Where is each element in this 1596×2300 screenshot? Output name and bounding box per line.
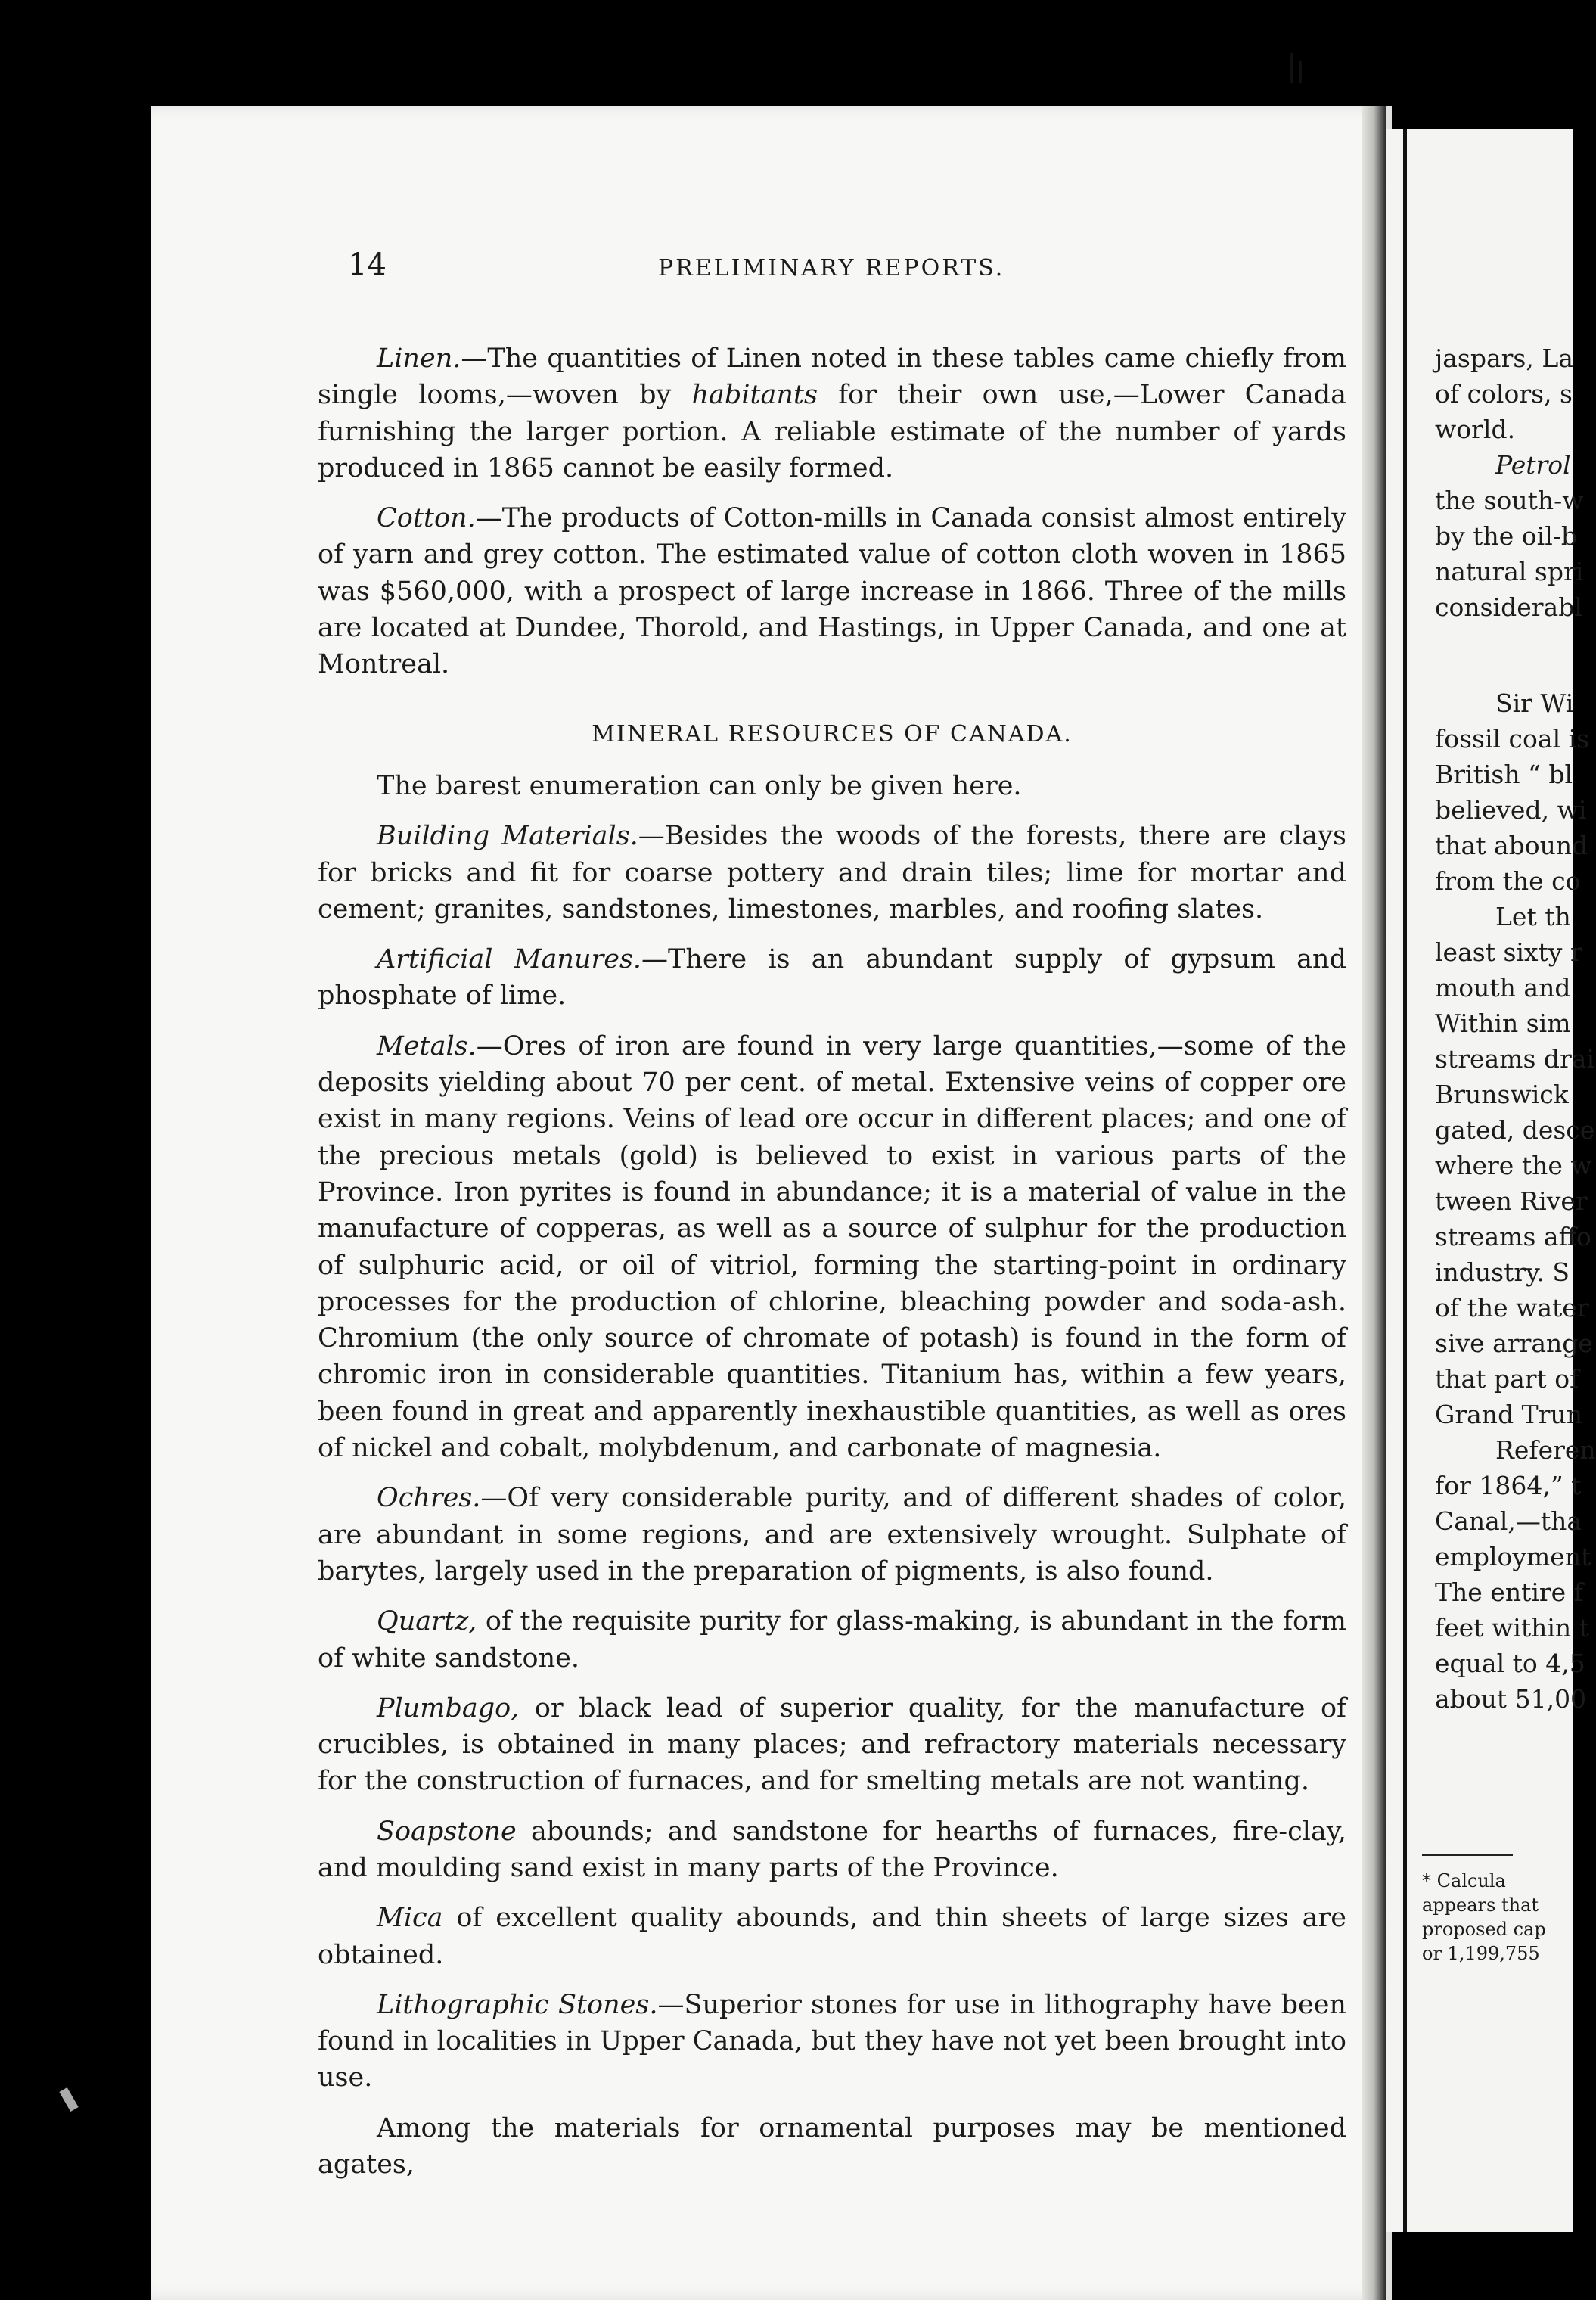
footnote-line: * Calcula xyxy=(1422,1870,1506,1891)
footnote-line: proposed cap xyxy=(1422,1919,1546,1940)
footnote-line: or 1,199,755 xyxy=(1422,1943,1540,1964)
facing-line: Grand Trun xyxy=(1435,1400,1582,1429)
paragraph-lead: Soapstone xyxy=(377,1816,517,1847)
paragraph-soapstone xyxy=(318,1814,1346,1887)
facing-line: fossil coal is xyxy=(1435,724,1590,754)
paragraph-mica xyxy=(318,1900,1346,1973)
facing-line: Referen xyxy=(1495,1435,1596,1465)
scan-speck xyxy=(1290,53,1293,83)
facing-line: Petrol xyxy=(1495,450,1571,480)
paragraph-lead: Artificial Manures. xyxy=(377,944,642,975)
facing-line: considerabl xyxy=(1435,592,1582,622)
paragraph-text: —Ores of iron are found in very large quantities,—some of the deposits yielding about 70 per cent. of metal. Extensive veins of copper ore exist in many regions. Veins of lead ore occur in different places; and one of the precious metals (gold) is believed to exist in various parts of the Province. Iron pyrites is found in abundance; it is a material of value in the manufacture of copperas, as well as a source of sulphur for the production of sulphuric acid, or oil of vitriol, forming the starting-point in ordinary processes for the production of chlorine, bleaching powder and soda-ash. Chromium (the only source of chromate of potash) is found in the form of chromic iron in considerable quantities. Titanium has, within a few years, been found in great and apparently inexhaustible quantities, as well as ores of nickel and cobalt, molybdenum, and carbonate of magnesia. xyxy=(318,1030,1346,1464)
scan-speck xyxy=(1299,61,1302,83)
facing-gap xyxy=(1435,625,1579,685)
section-intro: The barest enumeration can only be given here. xyxy=(377,770,1022,801)
paragraph-quartz xyxy=(318,1603,1346,1677)
facing-line: from the co xyxy=(1435,866,1581,896)
paragraph-text: —The products of Cotton-mills in Canada consist almost entirely of yarn and grey cotton. The estimated value of cotton cloth woven in 1865 was $560,000, with a prospect of large increase in 1866. Three of the mills are located at Dundee, Thorold, and Hastings, in Upper Canada, and one at Montreal. xyxy=(318,503,1346,680)
facing-line: employment xyxy=(1435,1542,1591,1571)
paragraph-lead: Plumbago, xyxy=(377,1692,520,1723)
paragraph-text: —Of very considerable purity, and of different shades of color, are abundant in some regions, and are extensively wrought. Sulphate of barytes, largely used in the preparation of pigments, is also found. xyxy=(318,1483,1346,1587)
paragraph-text: of excellent quality abounds, and thin sheets of large sizes are obtained. xyxy=(318,1903,1346,1970)
facing-line: least sixty r xyxy=(1435,937,1582,967)
italic-term: habitants xyxy=(691,380,818,411)
paragraph-text: —The quantities of Linen noted in these tables came chiefly from single looms,—woven by xyxy=(318,343,1346,411)
paragraph-artificial-manures xyxy=(318,941,1346,1015)
paragraph-closing: Among the materials for ornamental purposes may be mentioned agates, xyxy=(318,2112,1346,2180)
paragraph-text: —There is an abundant supply of gypsum and phosphate of lime. xyxy=(318,944,1346,1012)
facing-line: feet within t xyxy=(1435,1613,1589,1643)
facing-line: jaspars, La xyxy=(1435,343,1573,373)
facing-line: equal to 4,5 xyxy=(1435,1649,1585,1678)
section-heading: MINERAL RESOURCES OF CANADA. xyxy=(592,720,1073,748)
paragraph-cotton xyxy=(318,500,1346,682)
paragraph-lead: Metals. xyxy=(377,1030,477,1061)
paragraph-metals xyxy=(318,1028,1346,1467)
facing-line: streams affo xyxy=(1435,1222,1591,1251)
running-head: PRELIMINARY REPORTS. xyxy=(658,255,1005,281)
facing-line: mouth and xyxy=(1435,973,1571,1002)
paragraph-lithographic-stones xyxy=(318,1987,1346,2096)
facing-line: tween River xyxy=(1435,1186,1588,1216)
facing-line: natural spri xyxy=(1435,557,1584,586)
facing-line: that abound xyxy=(1435,831,1588,860)
facing-line: Within sim xyxy=(1435,1009,1571,1038)
facing-line: the south-w xyxy=(1435,486,1584,515)
page-edge-shadow xyxy=(1403,129,1407,2232)
page-number: 14 xyxy=(348,247,387,282)
facing-line: sive arrange xyxy=(1435,1329,1593,1358)
paragraph-lead: Lithographic Stones. xyxy=(377,1989,658,2020)
paragraph-lead: Linen. xyxy=(377,343,461,374)
paragraph-text: of the requisite purity for glass-making, is abundant in the form of white sandstone. xyxy=(318,1606,1346,1674)
facing-line: British “ bl xyxy=(1435,760,1573,789)
paragraph-building-materials xyxy=(318,818,1346,928)
facing-line: world. xyxy=(1435,415,1516,444)
facing-line: The entire f xyxy=(1435,1577,1583,1607)
paragraph-plumbago xyxy=(318,1690,1346,1800)
facing-line: Let th xyxy=(1495,902,1571,931)
paragraph-lead: Mica xyxy=(377,1903,443,1934)
paragraph-lead: Ochres. xyxy=(377,1483,481,1514)
facing-line: believed, wi xyxy=(1435,795,1587,825)
main-text-column xyxy=(318,340,1346,2196)
facing-line: of the water xyxy=(1435,1293,1589,1322)
facing-line: where the w xyxy=(1435,1151,1592,1180)
paragraph-text: or black lead of superior quality, for the manufacture of crucibles, is obtained in many places; and refractory materials necessary for the construction of furnaces, and for smelting metals are not wanting. xyxy=(318,1692,1346,1797)
facing-line: of colors, s xyxy=(1435,379,1573,409)
footnote-rule xyxy=(1422,1854,1513,1856)
paragraph-text: for their own use,—Lower Canada furnishing the larger portion. A reliable estimate of the number of yards produced in 1865 cannot be easily formed. xyxy=(318,380,1346,483)
paragraph-lead: Cotton. xyxy=(377,503,476,534)
facing-line: for 1864,” t xyxy=(1435,1471,1582,1500)
facing-page-text xyxy=(1435,340,1596,1717)
facing-line: Brunswick xyxy=(1435,1080,1569,1109)
paragraph-ochres xyxy=(318,1480,1346,1590)
facing-line: by the oil-b xyxy=(1435,521,1578,551)
paragraph-text: —Superior stones for use in lithography have been found in localities in Upper Canada, but they have not yet been brought into use. xyxy=(318,1989,1346,2093)
paragraph-text: —Besides the woods of the forests, there are clays for bricks and fit for coarse pottery and drain tiles; lime for mortar and cement; granites, sandstones, limestones, marbles, and roofing slates. xyxy=(318,821,1347,925)
footnote-line: appears that xyxy=(1422,1894,1539,1916)
scan-speck xyxy=(59,2087,78,2112)
facing-line: Canal,—tha xyxy=(1435,1506,1582,1536)
page-gutter xyxy=(1362,106,1386,2300)
facing-line: industry. S xyxy=(1435,1257,1570,1287)
facing-line: gated, desce xyxy=(1435,1115,1595,1145)
facing-line: streams drai xyxy=(1435,1044,1595,1074)
paragraph-text: abounds; and sandstone for hearths of furnaces, fire-clay, and moulding sand exist in many parts of the Province. xyxy=(318,1816,1346,1883)
paragraph-linen xyxy=(318,340,1346,486)
paragraph-lead: Building Materials. xyxy=(377,821,638,852)
paragraph-lead: Quartz, xyxy=(377,1606,477,1637)
facing-line: about 51,00 xyxy=(1435,1684,1587,1714)
facing-line: that part of xyxy=(1435,1364,1579,1394)
facing-line: Sir Wi xyxy=(1495,688,1574,718)
facing-footnote xyxy=(1422,1869,1573,1966)
